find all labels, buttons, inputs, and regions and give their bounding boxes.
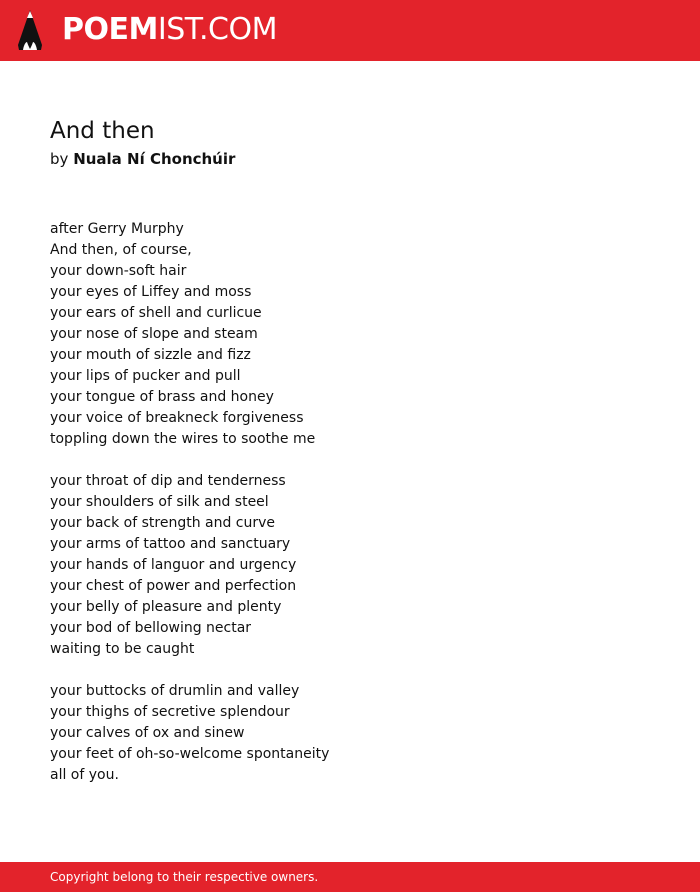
poem-line: your tongue of brass and honey bbox=[50, 389, 274, 405]
poem-line: your chest of power and perfection bbox=[50, 578, 297, 594]
pencil-tip-icon bbox=[17, 9, 43, 51]
byline bbox=[50, 148, 235, 170]
poem-line: your buttocks of drumlin and valley bbox=[50, 683, 300, 699]
stanza-break bbox=[50, 660, 650, 681]
poem-title: And then bbox=[50, 118, 155, 144]
poem-line: your feet of oh-so-welcome spontaneity bbox=[50, 746, 330, 762]
poem-line: your mouth of sizzle and fizz bbox=[50, 347, 251, 363]
poem-line: your arms of tattoo and sanctuary bbox=[50, 536, 291, 552]
stanza-break bbox=[50, 450, 650, 471]
poem-line: your hands of languor and urgency bbox=[50, 557, 297, 573]
poem-line: your lips of pucker and pull bbox=[50, 368, 241, 384]
poem-line: your bod of bellowing nectar bbox=[50, 620, 252, 636]
brand-name bbox=[62, 9, 277, 51]
brand-name-light: IST.COM bbox=[157, 12, 277, 47]
poem-line: your belly of pleasure and plenty bbox=[50, 599, 282, 615]
poem-line: your thighs of secretive splendour bbox=[50, 704, 290, 720]
site-footer bbox=[0, 862, 700, 892]
site-logo-link[interactable] bbox=[17, 9, 277, 51]
poem-line: your nose of slope and steam bbox=[50, 326, 258, 342]
author-name: Nuala Ní Chonchúir bbox=[73, 150, 236, 168]
byline-prefix: by bbox=[50, 150, 69, 168]
poem-line: your back of strength and curve bbox=[50, 515, 276, 531]
poem-line: waiting to be caught bbox=[50, 641, 195, 657]
poem-line: your ears of shell and curlicue bbox=[50, 305, 262, 321]
site-header bbox=[0, 0, 700, 61]
copyright-notice: Copyright belong to their respective owners. bbox=[50, 870, 319, 884]
poem-line: your calves of ox and sinew bbox=[50, 725, 245, 741]
poem-line: after Gerry Murphy bbox=[50, 221, 184, 237]
poem-line: your down-soft hair bbox=[50, 263, 187, 279]
poem-body bbox=[50, 219, 650, 786]
poem-line: your eyes of Liffey and moss bbox=[50, 284, 252, 300]
poem-line: your throat of dip and tenderness bbox=[50, 473, 286, 489]
poem-line: your shoulders of silk and steel bbox=[50, 494, 269, 510]
poem-line: your voice of breakneck forgiveness bbox=[50, 410, 304, 426]
poem-line: toppling down the wires to soothe me bbox=[50, 431, 316, 447]
poem-line: all of you. bbox=[50, 767, 119, 783]
poem-line: And then, of course, bbox=[50, 242, 192, 258]
brand-name-bold: POEM bbox=[62, 12, 158, 47]
